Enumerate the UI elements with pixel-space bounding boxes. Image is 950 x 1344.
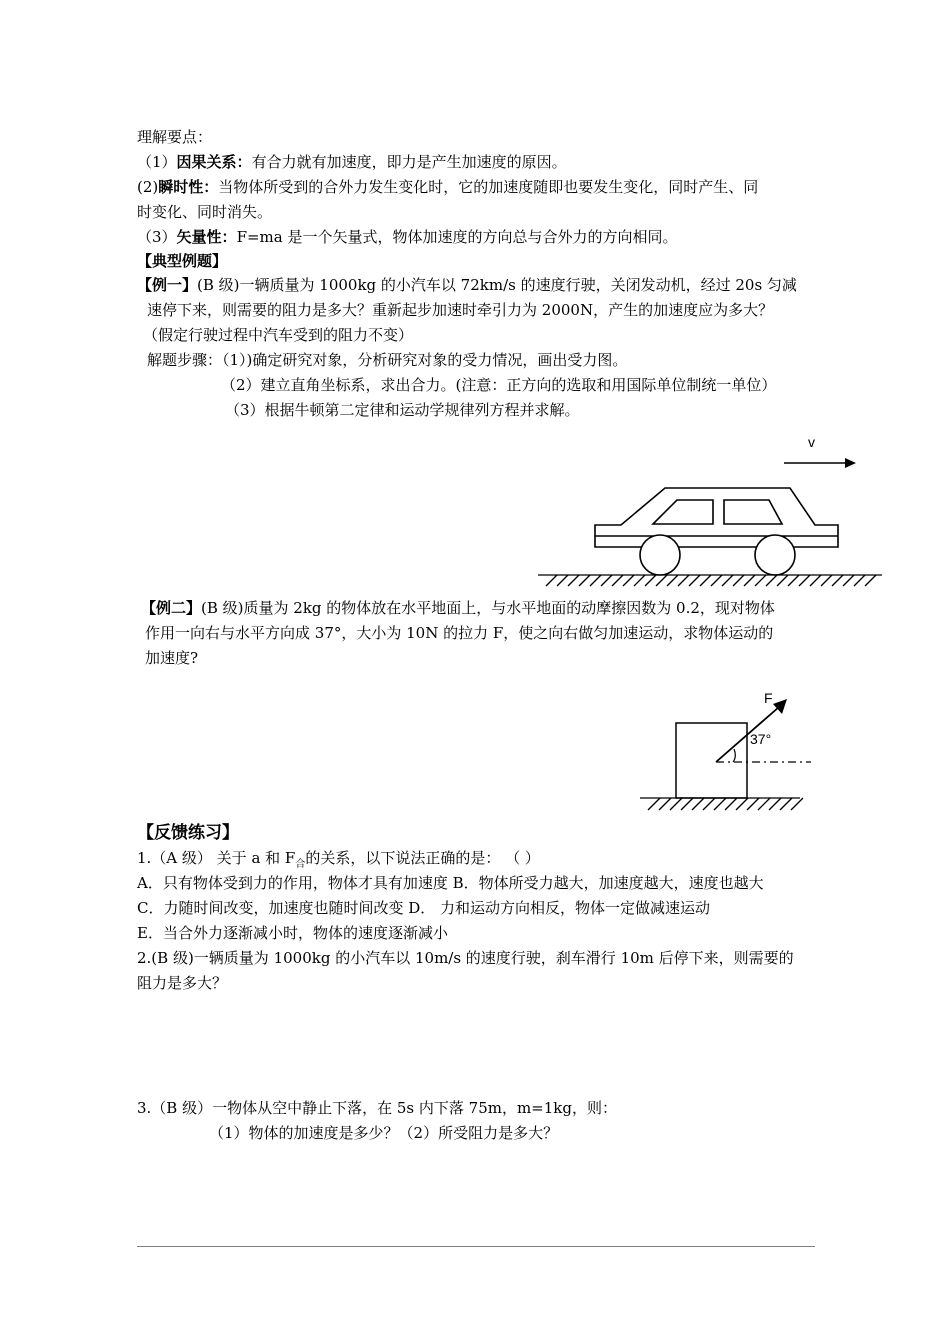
ground-hatch-mark bbox=[645, 575, 656, 586]
example-1-label: 【例一】 bbox=[137, 276, 198, 294]
ground-hatch-mark bbox=[678, 575, 689, 586]
ground-hatch-mark bbox=[670, 798, 682, 810]
question-1-options-ab: A．只有物体受到力的作用，物体才具有加速度 B．物体所受力越大，加速度越大，速度也越大 bbox=[137, 874, 764, 892]
ground-hatch-mark bbox=[799, 575, 810, 586]
question-2-line-2: 阻力是多大？ bbox=[137, 974, 228, 992]
example-1-text-1: (B 级)一辆质量为 1000kg 的小汽车以 72km/s 的速度行驶，关闭发动机，经过 20s 匀减 bbox=[197, 276, 797, 294]
ground-hatch-mark bbox=[733, 575, 744, 586]
ground-hatch-mark bbox=[659, 798, 671, 810]
question-1-option-e: E．当合外力逐渐减小时，物体的速度逐渐减小 bbox=[137, 924, 448, 942]
example-2-line-3: 加速度? bbox=[145, 649, 199, 667]
question-1-options-cd: C．力随时间改变，加速度也随时间改变 D． 力和运动方向相反，物体一定做减速运动 bbox=[137, 899, 711, 917]
example-1-line-3: （假定行驶过程中汽车受到的阻力不变） bbox=[143, 326, 414, 344]
example-1-line-1 bbox=[137, 275, 797, 295]
velocity-label: v bbox=[808, 434, 815, 450]
solution-step-3: （3）根据牛顿第二定律和运动学规律列方程并求解。 bbox=[225, 401, 580, 419]
ground-hatch-mark bbox=[623, 575, 634, 586]
ground-hatch-mark bbox=[568, 575, 579, 586]
block-icon bbox=[676, 723, 747, 798]
car-icon bbox=[595, 488, 838, 575]
angle-arc bbox=[733, 749, 735, 762]
example-2-text-1: (B 级)质量为 2kg 的物体放在水平地面上，与水平地面的动摩擦因数为 0.2，现对物体 bbox=[201, 599, 775, 617]
ground-hatch-mark bbox=[700, 575, 711, 586]
ground-hatch-mark bbox=[557, 575, 568, 586]
points-title: 理解要点： bbox=[137, 128, 213, 146]
ground-hatch-mark bbox=[590, 575, 601, 586]
car-ground bbox=[538, 575, 882, 586]
point-2-continued: 时变化、同时消失。 bbox=[137, 203, 273, 221]
ground-hatch-mark bbox=[843, 575, 854, 586]
ground-hatch-mark bbox=[780, 798, 792, 810]
point-3-label: （3） bbox=[137, 228, 177, 246]
question-1-stem-a: 1.（A 级） 关于 a 和 F bbox=[137, 849, 296, 867]
ground-hatch-mark bbox=[612, 575, 623, 586]
ground-hatch-mark bbox=[832, 575, 843, 586]
ground-hatch-mark bbox=[788, 575, 799, 586]
ground-hatch-mark bbox=[821, 575, 832, 586]
block-diagram bbox=[640, 699, 811, 810]
angle-label: 37° bbox=[750, 731, 772, 747]
point-2-label: (2) bbox=[137, 178, 159, 196]
point-2-keyword: 瞬时性： bbox=[158, 178, 219, 196]
examples-heading: 【典型例题】 bbox=[137, 252, 228, 270]
ground-hatch-mark bbox=[854, 575, 865, 586]
question-1-stem-b: 的关系，以下说法正确的是： （ ） bbox=[305, 849, 540, 867]
ground-hatch-mark bbox=[711, 575, 722, 586]
ground-hatch-mark bbox=[648, 798, 660, 810]
question-1-stem bbox=[137, 848, 540, 875]
ground-hatch-mark bbox=[777, 575, 788, 586]
ground-hatch-mark bbox=[791, 798, 803, 810]
question-3-line-1: 3.（B 级）一物体从空中静止下落，在 5s 内下落 75m，m=1kg，则： bbox=[137, 1099, 617, 1117]
point-3 bbox=[137, 227, 677, 247]
point-1-label: （1） bbox=[137, 153, 177, 171]
velocity-arrow bbox=[784, 458, 856, 468]
force-arrow-head bbox=[773, 699, 787, 714]
example-1-line-2: 速停下来，则需要的阻力是多大？重新起步加速时牵引力为 2000N，产生的加速度应为多大？ bbox=[147, 301, 774, 319]
ground-hatch-mark bbox=[725, 798, 737, 810]
question-3-line-2: （1）物体的加速度是多少？（2）所受阻力是多大？ bbox=[209, 1124, 559, 1142]
point-1-text: 有合力就有加速度，即力是产生加速度的原因。 bbox=[251, 153, 567, 171]
point-3-text: F=ma 是一个矢量式，物体加速度的方向总与合外力的方向相同。 bbox=[236, 228, 678, 246]
ground-hatch-mark bbox=[667, 575, 678, 586]
ground-hatch-mark bbox=[736, 798, 748, 810]
footer-rule bbox=[137, 1246, 815, 1247]
ground-hatch-mark bbox=[579, 575, 590, 586]
ground-hatch-mark bbox=[634, 575, 645, 586]
point-1-keyword: 因果关系： bbox=[176, 153, 252, 171]
example-2-label: 【例二】 bbox=[141, 599, 202, 617]
ground-hatch-mark bbox=[601, 575, 612, 586]
question-2-line-1: 2.(B 级)一辆质量为 1000kg 的小汽车以 10m/s 的速度行驶，刹车滑行 10m 后停下来，则需要的 bbox=[137, 949, 794, 967]
solution-step-2: （2）建立直角坐标系，求出合力。(注意：正方向的选取和用国际单位制统一单位） bbox=[221, 376, 777, 394]
example-2-line-1 bbox=[141, 598, 775, 618]
question-1-subscript: 合 bbox=[295, 859, 306, 870]
ground-hatch-mark bbox=[865, 575, 876, 586]
ground-hatch-mark bbox=[747, 798, 759, 810]
ground-hatch-mark bbox=[722, 575, 733, 586]
example-2-line-2: 作用一向右与水平方向成 37°，大小为 10N 的拉力 F，使之向右做匀加速运动，求物体运动的 bbox=[145, 624, 774, 642]
force-label: F bbox=[764, 690, 773, 706]
ground-hatch-mark bbox=[766, 575, 777, 586]
ground-hatch-mark bbox=[681, 798, 693, 810]
ground-hatch-mark bbox=[692, 798, 704, 810]
point-1 bbox=[137, 152, 567, 172]
ground-hatch-mark bbox=[758, 798, 770, 810]
ground-hatch-mark bbox=[769, 798, 781, 810]
solution-steps-intro: 解题步骤：（1）)确定研究对象，分析研究对象的受力情况，画出受力图。 bbox=[147, 351, 628, 369]
ground-hatch-mark bbox=[656, 575, 667, 586]
ground-hatch-mark bbox=[755, 575, 766, 586]
ground-hatch-mark bbox=[714, 798, 726, 810]
ground-hatch-mark bbox=[703, 798, 715, 810]
point-3-keyword: 矢量性： bbox=[176, 228, 237, 246]
ground-hatch-mark bbox=[810, 575, 821, 586]
ground-hatch-mark bbox=[744, 575, 755, 586]
point-2-text: 当物体所受到的合外力发生变化时，它的加速度随即也要发生变化，同时产生、同 bbox=[218, 178, 759, 196]
ground-hatch-mark bbox=[689, 575, 700, 586]
practice-heading: 【反馈练习】 bbox=[137, 823, 239, 843]
ground-hatch-mark bbox=[546, 575, 557, 586]
point-2 bbox=[137, 177, 758, 197]
